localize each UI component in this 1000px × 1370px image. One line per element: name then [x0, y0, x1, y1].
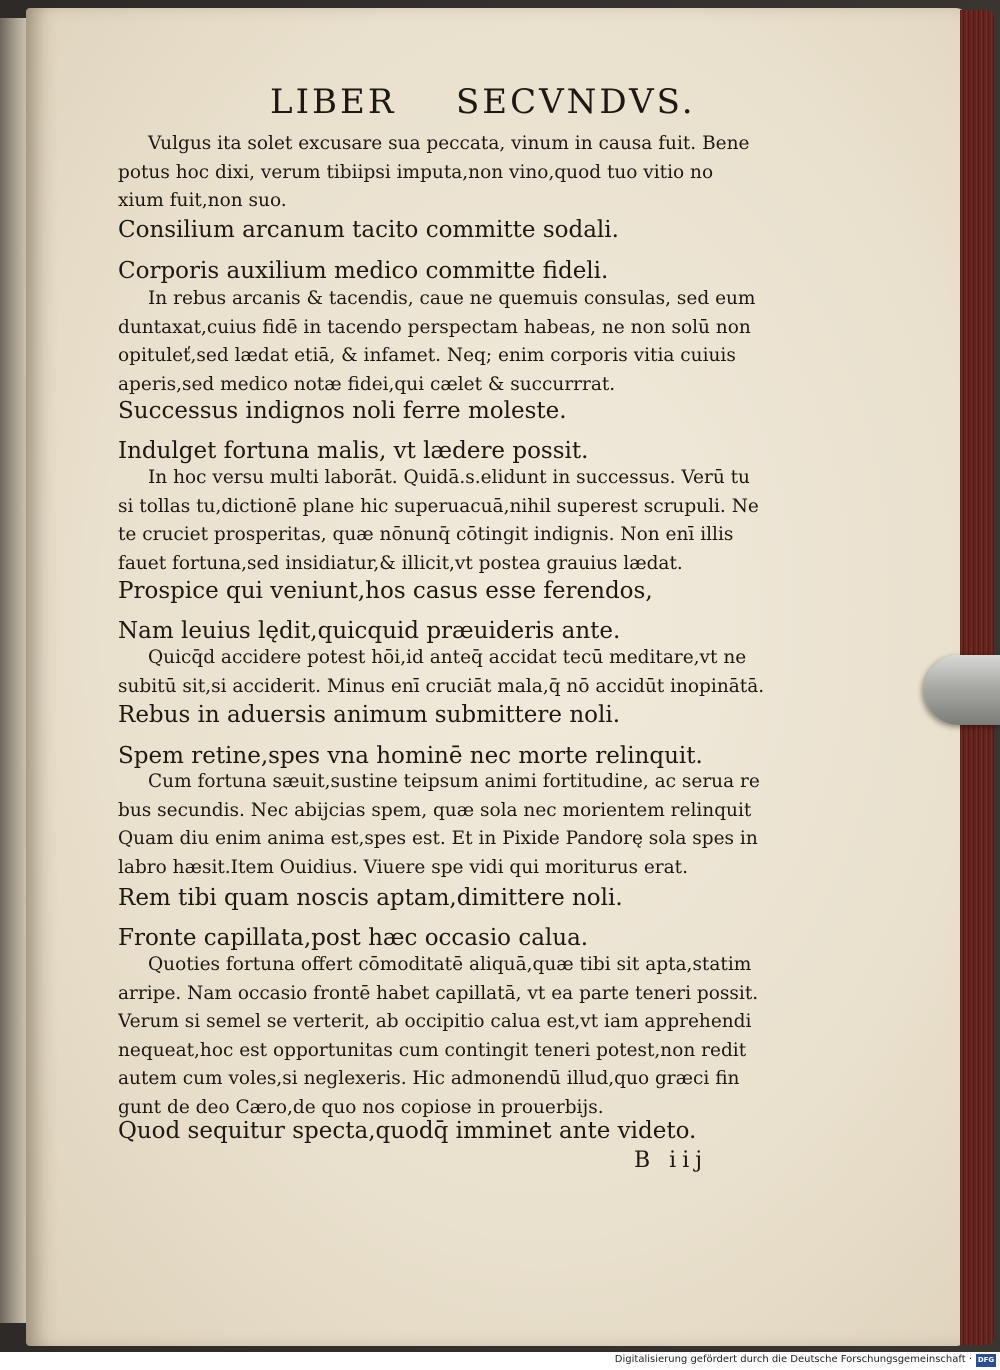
running-head-word-1: LIBER: [270, 82, 397, 122]
digitization-footer: [0, 1352, 1000, 1370]
verse-line: Rebus in aduersis animum submittere noli.: [118, 702, 621, 728]
text-line: labro hæsit.Item Ouidius. Viuere spe vidi qui moriturus erat.: [118, 856, 688, 878]
text-line: nequeat,hoc est opportunitas cum contingit teneri potest,non redit: [118, 1039, 747, 1061]
text-line: Vulgus ita solet excusare sua peccata, vinum in causa fuit. Bene: [148, 133, 750, 154]
dfg-logo-icon: DFG: [976, 1354, 996, 1367]
text-line: autem cum voles,si neglexeris. Hic admonendū illud,quo græci fin: [118, 1068, 740, 1090]
text-line: Quicq̄d accidere potest hōi,id anteq̄ accidat tecū meditare,vt ne: [148, 647, 747, 668]
text-line: In rebus arcanis & tacendis, caue ne quemuis consulas, sed eum: [148, 288, 756, 309]
text-line: arripe. Nam occasio frontē habet capillatā, vt ea parte teneri possit.: [118, 982, 759, 1004]
verse-line: Nam leuius lędit,quicquid præuideris ante.: [118, 618, 621, 644]
text-line: bus secundis. Nec abijcias spem, quæ sola nec morientem relinquit: [118, 799, 752, 821]
verse-line: Rem tibi quam noscis aptam,dimittere noli.: [118, 885, 623, 911]
commentary-paragraph: [118, 285, 768, 399]
commentary-paragraph: [118, 768, 768, 882]
commentary-paragraph: [118, 464, 768, 578]
verse-line: Quod sequitur specta,quodq̄ imminet ante videto.: [118, 1118, 697, 1144]
text-line: Verum si semel se verterit, ab occipitio calua est,vt iam apprehendi: [118, 1011, 752, 1033]
text-line: Cum fortuna sæuit,sustine teipsum animi fortitudine, ac serua re: [148, 771, 760, 792]
commentary-paragraph: [118, 644, 768, 701]
text-line: Quam diu enim anima est,spes est. Et in Pixide Pandorę sola spes in: [118, 828, 758, 850]
text-line: xium fuit,non suo.: [118, 190, 287, 212]
text-line: opituleť,sed lædat etiā, & infamet. Neq; enim corporis vitia cuiuis: [118, 345, 736, 367]
verse-line: Spem retine,spes vna hominē nec morte relinquit.: [118, 743, 703, 769]
running-head-word-2: SECVNDVS.: [456, 82, 696, 122]
text-line: duntaxat,cuius fidē in tacendo perspectam habeas, ne non solū non: [118, 316, 751, 338]
verse-line: Prospice qui veniunt,hos casus esse ferendos,: [118, 578, 653, 604]
text-line: te cruciet prosperitas, quæ nōnunq̄ cōtingit indignis. Non enī illis: [118, 524, 734, 546]
text-line: In hoc versu multi laborāt. Quidā.s.elidunt in successus. Verū tu: [148, 467, 750, 488]
verse-line: Corporis auxilium medico committe fideli.: [118, 258, 609, 284]
running-head: [270, 82, 696, 126]
commentary-paragraph: [118, 130, 768, 216]
verse-line: Successus indignos noli ferre moleste.: [118, 398, 567, 424]
verse-line: Consilium arcanum tacito committe sodali.: [118, 217, 619, 243]
verse-line: Indulget fortuna malis, vt lædere possit.: [118, 438, 589, 464]
text-line: aperis,sed medico notæ fidei,qui cælet & succurrrat.: [118, 373, 616, 395]
signature-mark: B iij: [634, 1148, 709, 1173]
verse-line: Fronte capillata,post hæc occasio calua.: [118, 925, 589, 951]
text-line: gunt de deo Cæro,de quo nos copiose in prouerbijs.: [118, 1096, 604, 1118]
commentary-paragraph: [118, 951, 768, 1123]
text-line: subitū sit,si acciderit. Minus enī cruciāt mala,q̄ nō accidūt inopinātā.: [118, 675, 765, 697]
text-line: Quoties fortuna offert cōmoditatē aliquā,quæ tibi sit apta,statim: [148, 954, 752, 975]
text-line: potus hoc dixi, verum tibiipsi imputa,non vino,quod tuo vitio no: [118, 161, 714, 183]
funding-credit: Digitalisierung gefördert durch die Deutsche Forschungsgemeinschaft ·: [614, 1354, 972, 1365]
text-line: si tollas tu,dictionē plane hic superuacuā,nihil superest scrupuli. Ne: [118, 495, 759, 517]
text-line: fauet fortuna,sed insidiatur,& illicit,vt postea grauius lædat.: [118, 552, 683, 574]
